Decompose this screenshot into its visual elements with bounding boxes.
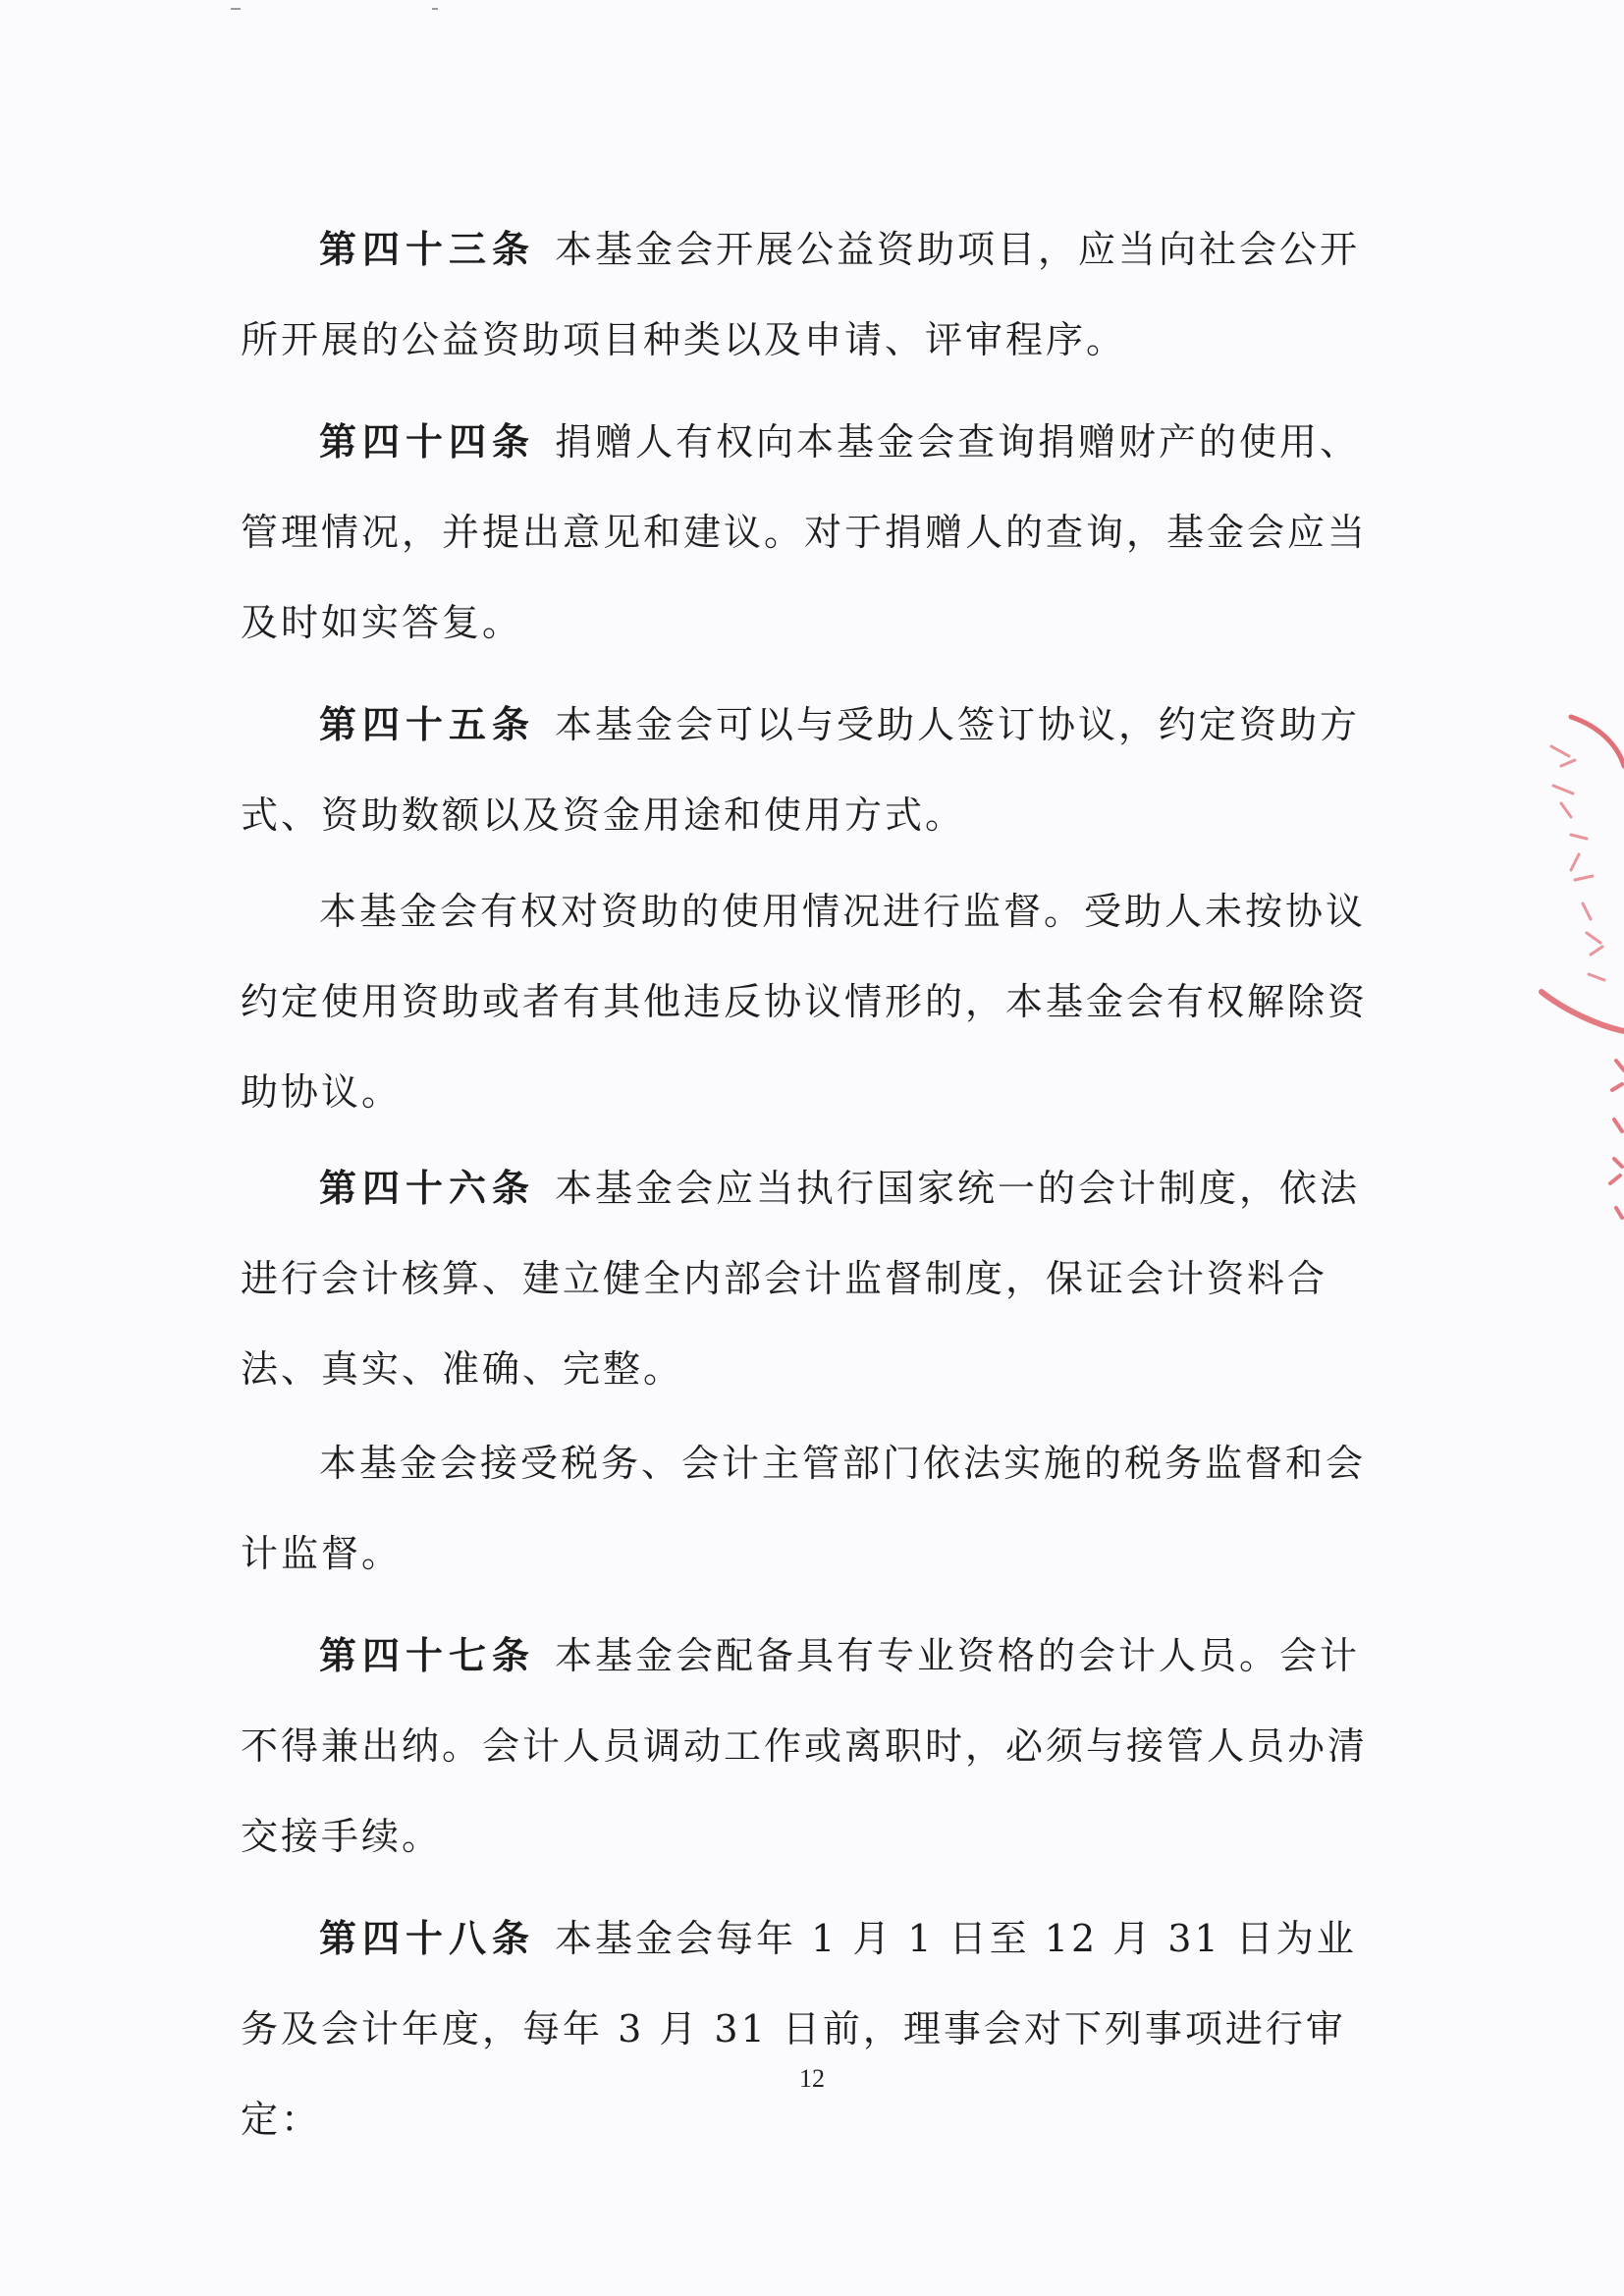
article-44 [241, 397, 1389, 668]
article-45-paragraph-2 [241, 866, 1389, 1137]
article-text: 本基金会应当执行国家统一的会计制度，依法进行会计核算、建立健全内部会计监督制度，保证会计资料合法、真实、准确、完整。 [241, 1167, 1361, 1391]
article-text: 本基金会有权对资助的使用情况进行监督。受助人未按协议约定使用资助或者有其他违反协议情形的，本基金会有权解除资助协议。 [241, 890, 1369, 1114]
seal-character [1551, 746, 1575, 817]
official-seal-stamp [1492, 687, 1624, 1296]
article-text: 本基金会可以与受助人签订协议，约定资助方式、资助数额以及资金用途和使用方式。 [241, 703, 1361, 837]
seal-character [1587, 933, 1604, 980]
article-text: 本基金会接受税务、会计主管部门依法实施的税务监督和会计监督。 [241, 1442, 1367, 1575]
article-heading: 第四十六条 [319, 1166, 536, 1210]
seal-character [1612, 1061, 1624, 1131]
article-45 [241, 680, 1389, 860]
article-heading: 第四十七条 [319, 1633, 536, 1677]
article-text: 本基金会开展公益资助项目，应当向社会公开所开展的公益资助项目种类以及申请、评审程序。 [241, 228, 1361, 361]
scan-mark [432, 8, 438, 10]
seal-ring [1542, 992, 1624, 1031]
page-number: 12 [799, 2064, 825, 2093]
article-heading: 第四十五条 [319, 702, 536, 746]
article-46 [241, 1143, 1389, 1414]
article-heading: 第四十四条 [319, 419, 536, 464]
article-text: 本基金会配备具有专业资格的会计人员。会计不得兼出纳。会计人员调动工作或离职时，必须与接管人员办清交接手续。 [241, 1634, 1369, 1858]
scan-mark [231, 8, 241, 10]
article-text: 捐赠人有权向本基金会查询捐赠财产的使用、管理情况，并提出意见和建议。对于捐赠人的查询，基金会应当及时如实答复。 [241, 420, 1369, 644]
article-47 [241, 1611, 1389, 1882]
seal-ring [1571, 717, 1624, 766]
article-heading: 第四十三条 [319, 227, 536, 271]
seal-character [1610, 1159, 1622, 1218]
article-43 [241, 204, 1389, 385]
article-text: 本基金会每年 1 月 1 日至 12 月 31 日为业务及会计年度，每年 3 月 31 日前，理事会对下列事项进行审定： [241, 1917, 1357, 2141]
article-heading: 第四十八条 [319, 1916, 536, 1960]
article-46-paragraph-2 [241, 1418, 1389, 1599]
article-48 [241, 1893, 1389, 2164]
seal-character [1571, 835, 1593, 919]
